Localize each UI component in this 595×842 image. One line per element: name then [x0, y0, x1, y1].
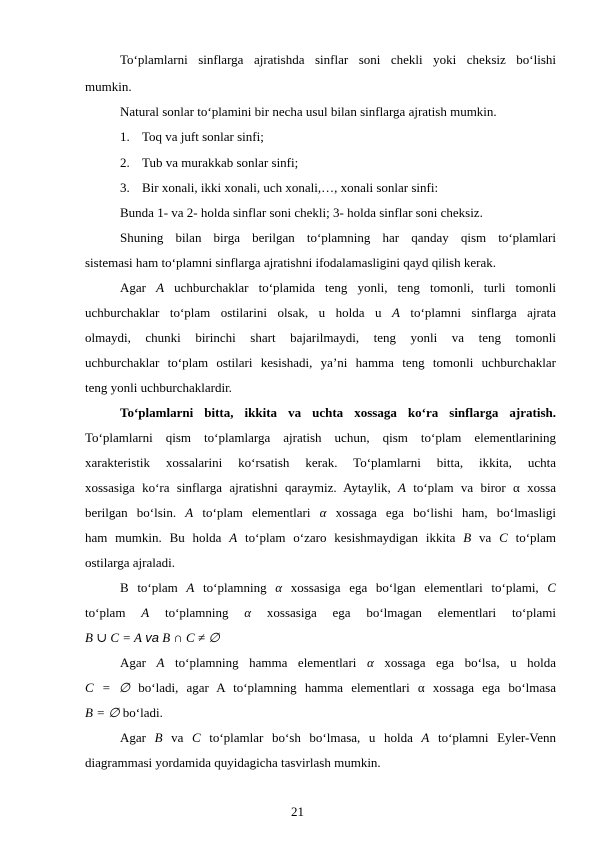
math-symbol: α [244, 605, 252, 620]
math-symbol: A [141, 605, 150, 620]
math-symbol: A [186, 580, 195, 595]
math-symbol: C [547, 580, 556, 595]
paragraph-5-line-4: uchburchaklar to‘plam ostilari kesishadi, ya’ni hamma teng tomonli uchburchaklar [85, 355, 556, 370]
paragraph-8-line-3: B = ∅ bo‘ladi. [85, 705, 163, 720]
paragraph-9-line-2: diagrammasi yordamida quyidagicha tasvirlash mumkin. [85, 755, 381, 770]
paragraph-1-line-2: mumkin. [85, 79, 132, 94]
list-text: Toq va juft sonlar sinfi; [142, 129, 264, 144]
paragraph-5-line-2: uchburchaklar to‘plam ostilarini olsak, u holda u A to‘plamni sinflarga ajrata [85, 305, 556, 320]
paragraph-1-line-1: To‘plamlarni sinflarga ajratishda sinflar soni chekli yoki cheksiz bo‘lishi [120, 52, 556, 67]
list-item [120, 155, 556, 171]
math-symbol: A [421, 730, 430, 745]
formula-union: B ∪ C = A [85, 630, 142, 645]
paragraph-6-line-5: berilgan bo‘lsin. A to‘plam elementlari α xossaga ega bo‘lishi ham, bo‘lmasligi [85, 505, 556, 520]
math-symbol: A [156, 655, 165, 670]
section-heading: To‘plamlarni bitta, ikkita va uchta xossaga ko‘ra sinflarga ajratish. [120, 405, 556, 420]
math-symbol: C [499, 530, 508, 545]
list-number: 3. [120, 180, 130, 195]
list-text: Tub va murakkab sonlar sinfi; [142, 155, 299, 170]
math-symbol: B [154, 730, 163, 745]
paragraph-6-line-4: xossasiga ko‘ra sinflarga ajratishni qaraymiz. Aytaylik, A to‘plam va biror α xossa [85, 480, 556, 495]
math-symbol: A [156, 280, 165, 295]
conjunction-va: va [145, 630, 159, 645]
paragraph-7-line-3 [85, 630, 556, 646]
paragraph-5-line-3: olmaydi, chunki birinchi shart bajarilmaydi, teng yonli va teng tomonli [85, 330, 556, 345]
paragraph-2: Natural sonlar to‘plamini bir necha usul bilan sinflarga ajratish mumkin. [120, 104, 497, 119]
math-symbol: α [366, 655, 374, 670]
page-number: 21 [291, 804, 304, 819]
paragraph-4-line-2: sistemasi ham to‘plamni sinflarga ajratishni ifodalamasligini qayd qilish kerak. [85, 255, 496, 270]
list-number: 2. [120, 155, 130, 170]
paragraph-8-line-1: Agar A to‘plamning hamma elementlari α xossaga ega bo‘lsa, u holda [120, 655, 556, 670]
formula-b-empty: B = ∅ [85, 705, 120, 720]
math-symbol: A [229, 530, 238, 545]
paragraph-4-line-1: Shuning bilan birga berilgan to‘plamning har qanday qism to‘plamlari [120, 230, 556, 245]
math-symbol: α [319, 505, 327, 520]
paragraph-6-line-3: xarakteristik xossalarini ko‘rsatish kerak. To‘plamlarni bitta, ikkita, uchta [85, 455, 556, 470]
list-text: Bir xonali, ikki xonali, uch xonali,…, xonali sonlar sinfi: [142, 180, 439, 195]
list-number: 1. [120, 129, 130, 144]
math-symbol: C [191, 730, 201, 745]
list-item [120, 129, 556, 145]
formula-intersection: B ∩ C ≠ ∅ [162, 630, 220, 645]
paragraph-8-line-2: C = ∅ bo‘ladi, agar A to‘plamning hamma elementlari α xossaga ega bo‘lmasa [85, 680, 556, 695]
math-symbol: B [463, 530, 472, 545]
math-symbol: A [391, 305, 400, 320]
math-symbol: α [275, 580, 283, 595]
paragraph-5-line-5: teng yonli uchburchaklardir. [85, 380, 232, 395]
list-item [120, 180, 556, 196]
paragraph-3: Bunda 1- va 2- holda sinflar soni chekli; 3- holda sinflar soni cheksiz. [120, 205, 483, 220]
paragraph-6-line-6: ham mumkin. Bu holda A to‘plam o‘zaro kesishmaydigan ikkita B va C to‘plam [85, 530, 556, 545]
paragraph-6-line-7: ostilarga ajraladi. [85, 555, 176, 570]
paragraph-6-line-2: To‘plamlarni qism to‘plamlarga ajratish uchun, qism to‘plam elementlarining [85, 430, 556, 445]
math-symbol: A [397, 480, 406, 495]
paragraph-5-line-1: Agar A uchburchaklar to‘plamida teng yonli, teng tomonli, turli tomonli [120, 280, 556, 295]
paragraph-7-line-2: to‘plam A to‘plamning α xossasiga ega bo‘lmagan elementlari to‘plami [85, 605, 556, 620]
math-symbol: A [185, 505, 194, 520]
paragraph-9-line-1: Agar B va C to‘plamlar bo‘sh bo‘lmasa, u holda A to‘plamni Eyler-Venn [120, 730, 556, 745]
paragraph-7-line-1: B to‘plam A to‘plamning α xossasiga ega bo‘lgan elementlari to‘plami, C [120, 580, 556, 595]
formula-c-empty: C = ∅ [85, 680, 131, 695]
